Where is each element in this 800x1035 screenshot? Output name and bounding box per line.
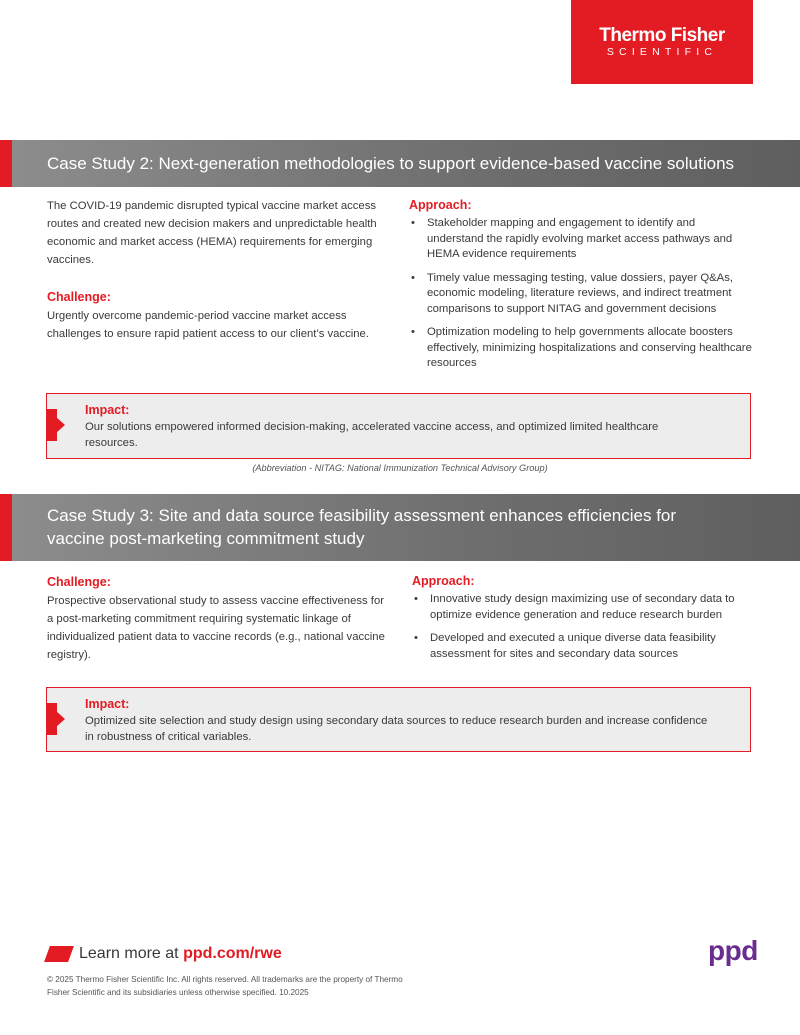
- case-study-2-approach-list: [409, 216, 754, 372]
- case-study-3-right-column: [412, 573, 757, 670]
- case-study-3-impact-heading: Impact:: [85, 697, 130, 711]
- case-study-2-approach-heading: Approach:: [409, 198, 472, 212]
- case-study-3-approach-heading: Approach:: [412, 574, 475, 588]
- case-study-3-impact-text: Optimized site selection and study design using secondary data sources to reduce research burden and increase confidence in robustness of critical variables.: [85, 715, 708, 743]
- list-item: • Innovative study design maximizing use of secondary data to optimize evidence generation and reduce research burden: [412, 592, 757, 623]
- abbreviation-note: (Abbreviation - NITAG: National Immunization Technical Advisory Group): [252, 463, 548, 473]
- red-parallelogram-icon: [44, 946, 74, 962]
- case-study-2-left-column: [47, 197, 392, 343]
- list-item: • Developed and executed a unique diverse data feasibility assessment for sites and secondary data sources: [412, 631, 757, 662]
- case-study-2-impact-box: [46, 393, 751, 459]
- case-study-3-impact-box: [46, 687, 751, 752]
- list-item: • Optimization modeling to help governments allocate boosters effectively, minimizing hospitalizations and conserving healthcare resources: [409, 325, 754, 372]
- case-study-2-title: Case Study 2: Next-generation methodologies to support evidence-based vaccine solutions: [47, 154, 735, 173]
- case-study-3-header: [0, 494, 800, 561]
- list-item: • Timely value messaging testing, value dossiers, payer Q&As, economic modeling, literature reviews, and indirect treatment comparisons to support NITAG and government decisions: [409, 271, 754, 318]
- copyright-text: © 2025 Thermo Fisher Scientific Inc. All rights reserved. All trademarks are the property of Thermo Fisher Scientific and its subsidiaries unless otherwise specified. 10.2025: [47, 975, 403, 997]
- case-study-3-title: Case Study 3: Site and data source feasibility assessment enhances efficiencies for vaccine post-marketing commitment study: [47, 506, 677, 548]
- arrow-marker-icon: [47, 703, 65, 735]
- ppd-logo: ppd: [708, 935, 758, 966]
- case-study-2-challenge-text: Urgently overcome pandemic-period vaccine market access challenges to ensure rapid patient access to our client’s vaccine.: [47, 310, 369, 340]
- case-study-2-header: [0, 140, 800, 187]
- arrow-marker-icon: [47, 409, 65, 441]
- logo-subtitle: SCIENTIFIC: [606, 46, 718, 58]
- case-study-2-impact-text: Our solutions empowered informed decision-making, accelerated vaccine access, and optimized limited healthcare resources.: [85, 421, 659, 449]
- case-study-2-impact-heading: Impact:: [85, 403, 130, 417]
- case-study-3-left-column: [47, 574, 392, 664]
- learn-more-link[interactable]: ppd.com/rwe: [183, 945, 282, 962]
- learn-more-line: Learn more at ppd.com/rwe: [79, 945, 282, 962]
- case-study-2-right-column: [409, 197, 754, 380]
- case-study-2-challenge-heading: Challenge:: [47, 290, 111, 304]
- case-study-3-challenge-text: Prospective observational study to assess vaccine effectiveness for a post-marketing commitment requiring systematic linkage of individualized patient data to vaccine records (e.g., national vaccine registry).: [47, 595, 385, 661]
- list-item: • Stakeholder mapping and engagement to identify and understand the rapidly evolving market access pathways and HEMA evidence requirements: [409, 216, 754, 263]
- logo-wordmark: Thermo Fisher: [599, 25, 725, 46]
- thermo-fisher-logo: [571, 0, 753, 84]
- case-study-2-intro: The COVID-19 pandemic disrupted typical vaccine market access routes and created new decision makers and unpredictable health economic and market access (HEMA) requirements for emerging vaccines.: [47, 200, 377, 266]
- case-study-3-challenge-heading: Challenge:: [47, 575, 111, 589]
- case-study-3-approach-list: [412, 592, 757, 662]
